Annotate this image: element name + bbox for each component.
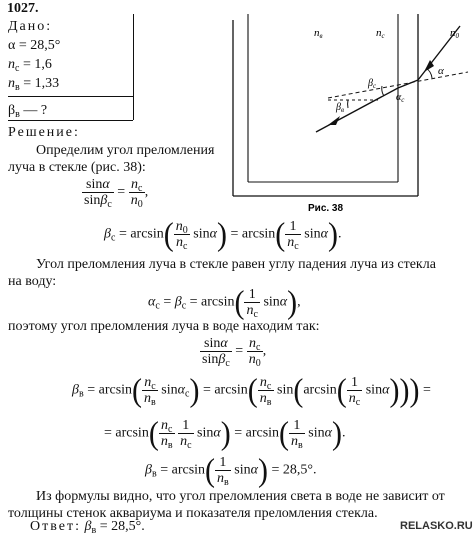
problem-number: 1027. [7,1,39,16]
svg-text:α: α [438,65,444,77]
formula-beta-c: $\beta_c = \arcsin$( $\frac{n_0}{n_c}$ sinα) = arcsin( $\frac{1}{n_c}$ sinα). [104,216,342,253]
answer-value: $\beta_в = 28,5^\circ$. [84,519,145,536]
solution-header: Решение: [8,125,80,140]
svg-text:βc: $\beta_c$ [368,78,377,90]
given-header: Дано: [8,19,53,34]
formula-beta-v-final: $\beta_в = \arcsin$( $\frac{1}{n_в}$ sinα) = 28,5°. [145,452,317,489]
intro-text: Определим угол преломления луча в стекле (рис. 38): [8,143,215,175]
formula-snell-2: $\frac{\sin\alpha}{\sin\beta_c}$ = $\frac{n_c}{n_0}$ , [202,336,267,369]
answer-label: Ответ: [30,519,81,534]
formula-snell: $\frac{\sin\alpha}{\sin\beta_c}$ = $\frac{n_c}{n_0}$ , [84,177,149,210]
water-ray [316,88,398,132]
svg-text:nc: nc [376,27,385,40]
svg-text:αc: $\alpha_c$ [396,92,405,104]
given-find: $\beta_в$ — ? [8,103,48,120]
middle-text: Угол преломления луча в стекле равен углу падения луча из стекла на воду: [8,257,436,289]
given-nc: $n_c = 1,6$ [8,57,52,74]
given-separator [8,96,133,97]
figure-caption: Рис. 38 [308,203,344,214]
figure-38 [228,0,475,215]
formula-beta-v-mid: = arcsin( $\frac{n_c}{n_в}$ $\frac{1}{n_c}$ sinα) = arcsin( $\frac{1}{n_в}$ sinα). [104,415,346,452]
conclusion-text: Из формулы видно, что угол преломления света в воде не зависит от толщины стенок аквариума и показателя преломления стекла. [8,489,445,521]
formula-alpha-c: $\alpha_c = \beta_c = \arcsin$( $\frac{1}{n_c}$ sinα), [148,284,301,321]
answer [30,518,145,535]
given-alpha: α = 28,5° [8,38,61,53]
watermark: RELASKO.RU [400,520,473,532]
svg-text:βв: $\beta_в$ [336,102,345,114]
formula-beta-v-long: $\beta_в = \arcsin$( $\frac{n_c}{n_в}$ sinα$_c$) = arcsin( $\frac{n_c}{n_в}$ sin(arcsin( $\frac{1}{n_c}$ sinα))) = [72,372,431,409]
given-vertical-rule [133,14,134,120]
given-block [8,17,133,93]
svg-text:nв: nв [314,27,323,40]
given-bottom-rule [8,120,133,121]
svg-text:n0: n0 [450,27,459,40]
water-text: поэтому угол преломления луча в воде находим так: [8,319,320,334]
glass-ray [398,80,418,88]
given-nv: $n_в = 1,33$ [8,76,60,93]
